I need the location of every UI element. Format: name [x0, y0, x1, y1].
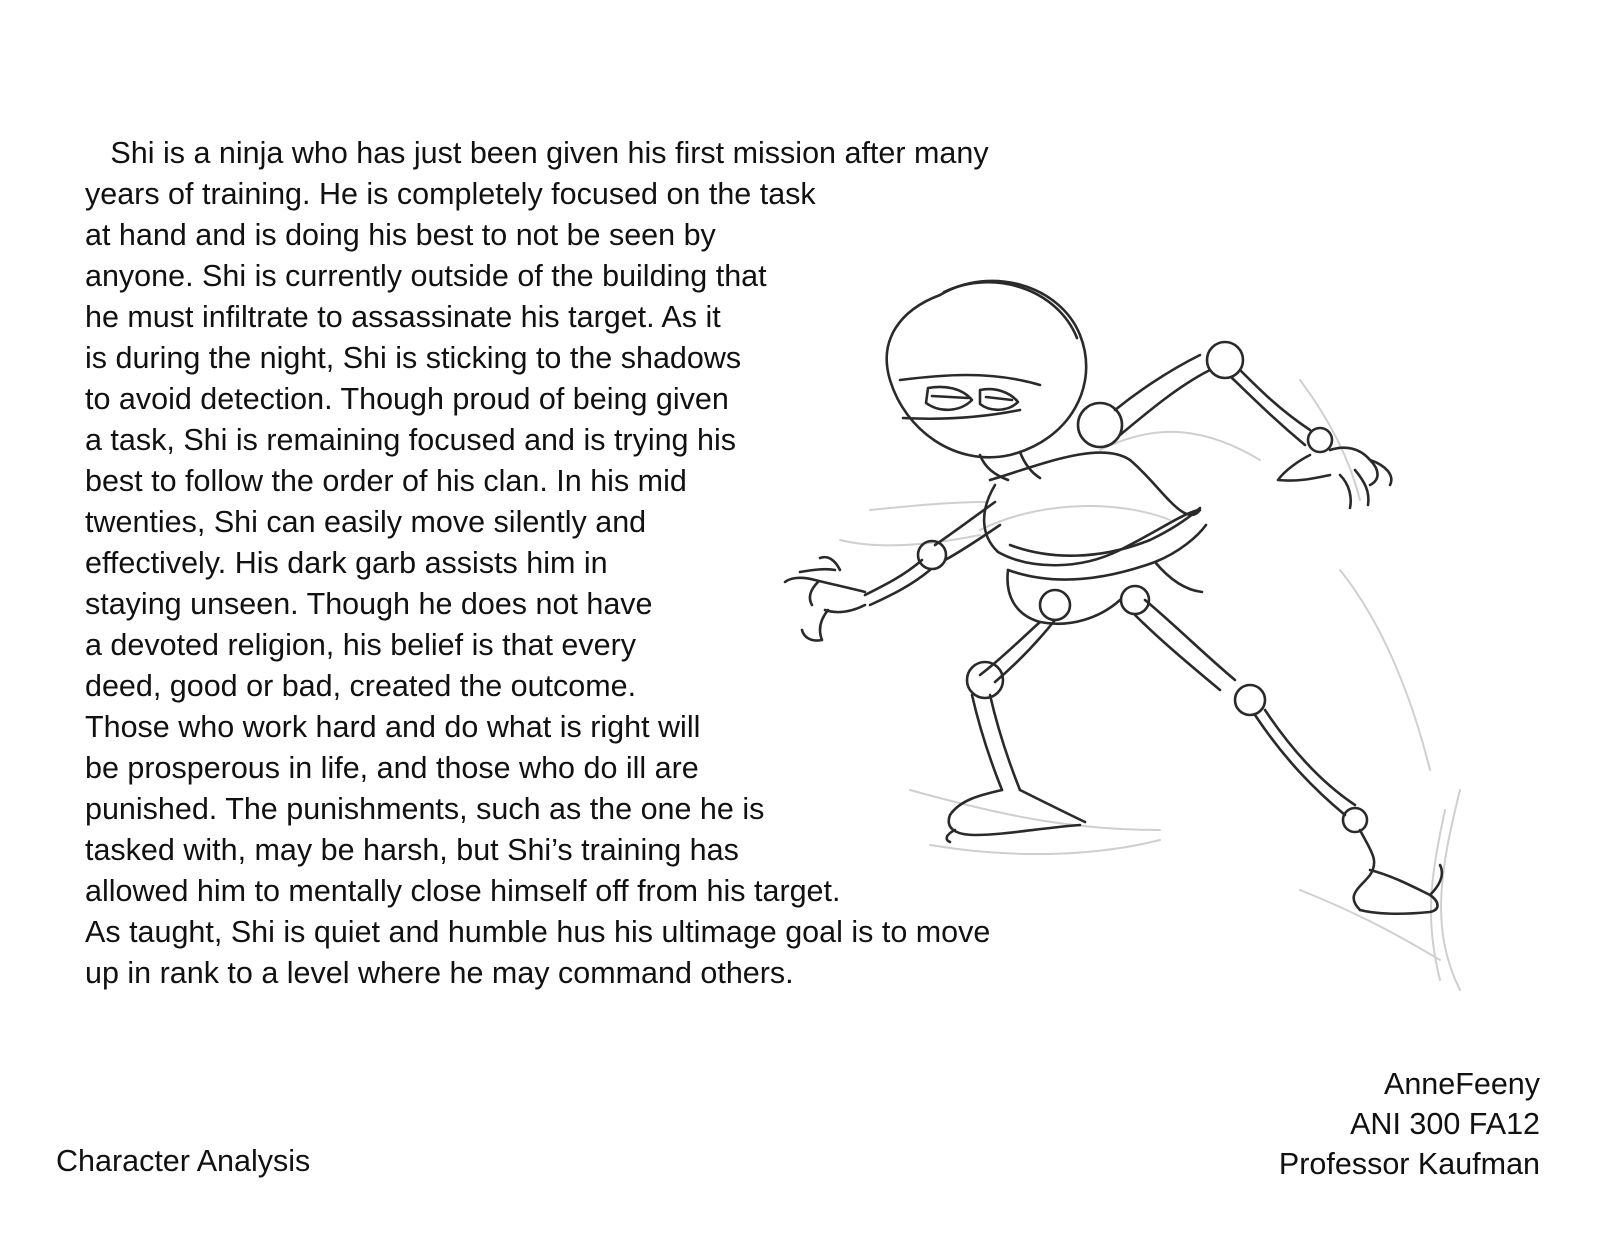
essay-line: tasked with, may be harsh, but Shi’s training has	[85, 833, 739, 867]
essay-line: best to follow the order of his clan. In his mid	[85, 464, 687, 498]
essay-line: effectively. His dark garb assists him in	[85, 546, 608, 580]
essay-line: to avoid detection. Though proud of being given	[85, 382, 729, 416]
essay-line: allowed him to mentally close himself off from his target.	[85, 874, 841, 908]
essay-line: deed, good or bad, created the outcome.	[85, 669, 637, 703]
essay-line: years of training. He is completely focused on the task	[85, 177, 816, 211]
essay-line: a devoted religion, his belief is that every	[85, 628, 637, 662]
author-name: AnneFeeny	[1384, 1067, 1540, 1101]
document-label: Character Analysis	[56, 1144, 311, 1178]
course-code: ANI 300 FA12	[1350, 1107, 1540, 1141]
essay-line: at hand and is doing his best to not be seen by	[85, 218, 716, 252]
essay-line: Shi is a ninja who has just been given his first mission after many	[85, 136, 989, 170]
essay-line: As taught, Shi is quiet and humble hus his ultimage goal is to move	[85, 915, 991, 949]
essay-line: is during the night, Shi is sticking to the shadows	[85, 341, 742, 375]
essay-line: staying unseen. Though he does not have	[85, 587, 653, 621]
essay-line: up in rank to a level where he may command others.	[85, 956, 794, 990]
essay-line: twenties, Shi can easily move silently and	[85, 505, 647, 539]
essay-line: be prosperous in life, and those who do ill are	[85, 751, 699, 785]
ninja-sketch-icon	[740, 270, 1480, 1000]
professor-name: Professor Kaufman	[1278, 1147, 1540, 1181]
author-block	[1279, 1064, 1540, 1184]
essay-line: a task, Shi is remaining focused and is trying his	[85, 423, 736, 457]
essay-line: he must infiltrate to assassinate his target. As it	[85, 300, 721, 334]
essay-line: Those who work hard and do what is right will	[85, 710, 701, 744]
essay-line: anyone. Shi is currently outside of the building that	[85, 259, 767, 293]
essay-line: punished. The punishments, such as the one he is	[85, 792, 765, 826]
